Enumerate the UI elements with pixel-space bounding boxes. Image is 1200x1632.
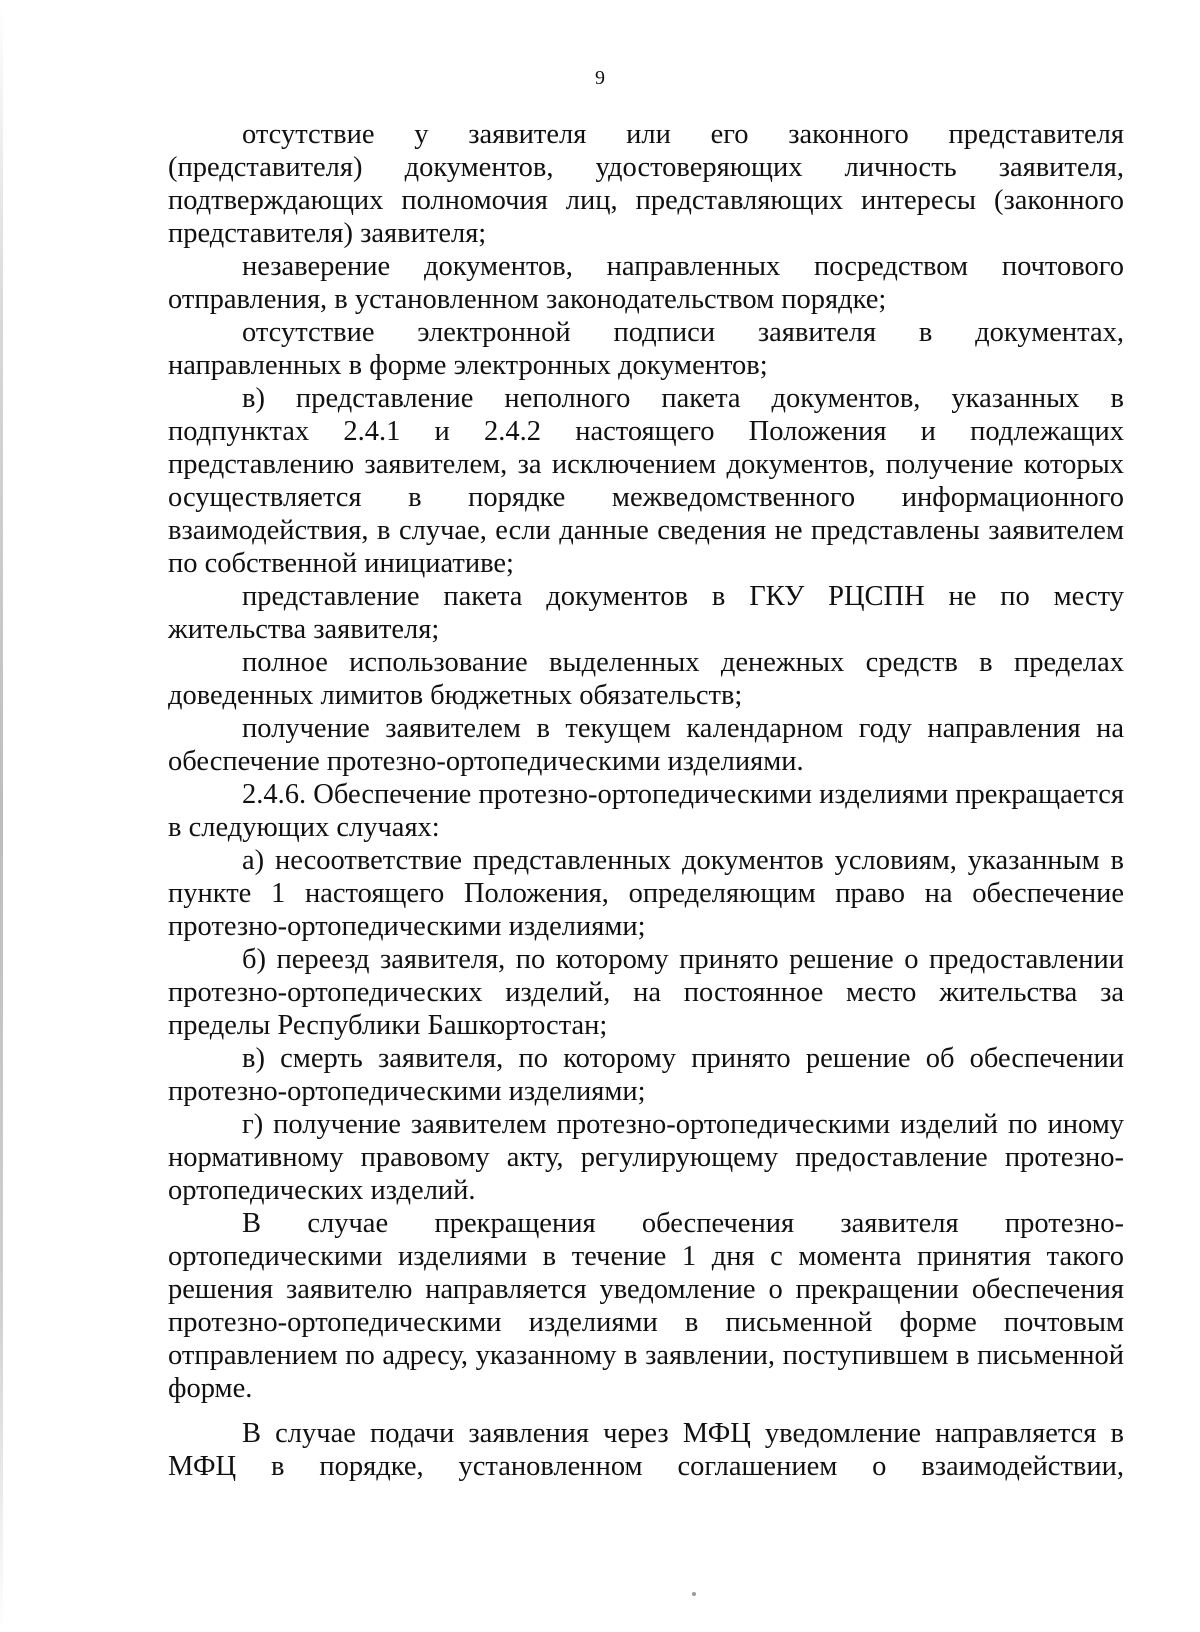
paragraph: полное использование выделенных денежных средств в пределах доведенных лимитов бюджетных обязательств; bbox=[168, 647, 1124, 711]
page-number: 9 bbox=[595, 67, 605, 89]
paragraph: незаверение документов, направленных посредством почтового отправления, в установленном законодательством порядке; bbox=[168, 251, 1124, 315]
paragraph: отсутствие у заявителя или его законного представителя (представителя) документов, удостоверяющих личность заявителя, подтверждающих полномочия лиц, представляющих интересы (законного представителя) заявителя; bbox=[168, 119, 1124, 249]
paragraph: В случае подачи заявления через МФЦ уведомление направляется в МФЦ в порядке, установленном соглашением о взаимодействии, bbox=[168, 1418, 1124, 1482]
document-body bbox=[168, 118, 1124, 1483]
paragraph: в) смерть заявителя, по которому принято решение об обеспечении протезно-ортопедическими изделиями; bbox=[168, 1043, 1124, 1107]
paragraph: представление пакета документов в ГКУ РЦСПН не по месту жительства заявителя; bbox=[168, 581, 1124, 645]
paragraph: отсутствие электронной подписи заявителя в документах, направленных в форме электронных документов; bbox=[168, 317, 1124, 381]
scan-speck bbox=[692, 1592, 696, 1596]
paragraph: В случае прекращения обеспечения заявителя протезно-ортопедическими изделиями в течение 1 дня с момента принятия такого решения заявителю направляется уведомление о прекращении обеспечения протезно-ортопедическими изделиями в письменной форме почтовым отправлением по адресу, указанному в заявлении, поступившем в письменной форме. bbox=[168, 1208, 1124, 1404]
paragraph: 2.4.6. Обеспечение протезно-ортопедическими изделиями прекращается в следующих случаях: bbox=[168, 779, 1124, 843]
paragraph: в) представление неполного пакета документов, указанных в подпунктах 2.4.1 и 2.4.2 настоящего Положения и подлежащих представлению заявителем, за исключением документов, получение которых осуществляется в порядке межведомственного информационного взаимодействия, в случае, если данные сведения не представлены заявителем по собственной инициативе; bbox=[168, 383, 1124, 579]
paragraph: б) переезд заявителя, по которому принято решение о предоставлении протезно-ортопедических изделий, на постоянное место жительства за пределы Республики Башкортостан; bbox=[168, 944, 1124, 1041]
scan-edge bbox=[0, 0, 3, 1632]
paragraph: г) получение заявителем протезно-ортопедическими изделий по иному нормативному правовому акту, регулирующему предоставление протезно-ортопедических изделий. bbox=[168, 1109, 1124, 1206]
paragraph: а) несоответствие представленных документов условиям, указанным в пункте 1 настоящего Положения, определяющим право на обеспечение протезно-ортопедическими изделиями; bbox=[168, 845, 1124, 942]
paragraph: получение заявителем в текущем календарном году направления на обеспечение протезно-ортопедическими изделиями. bbox=[168, 713, 1124, 777]
